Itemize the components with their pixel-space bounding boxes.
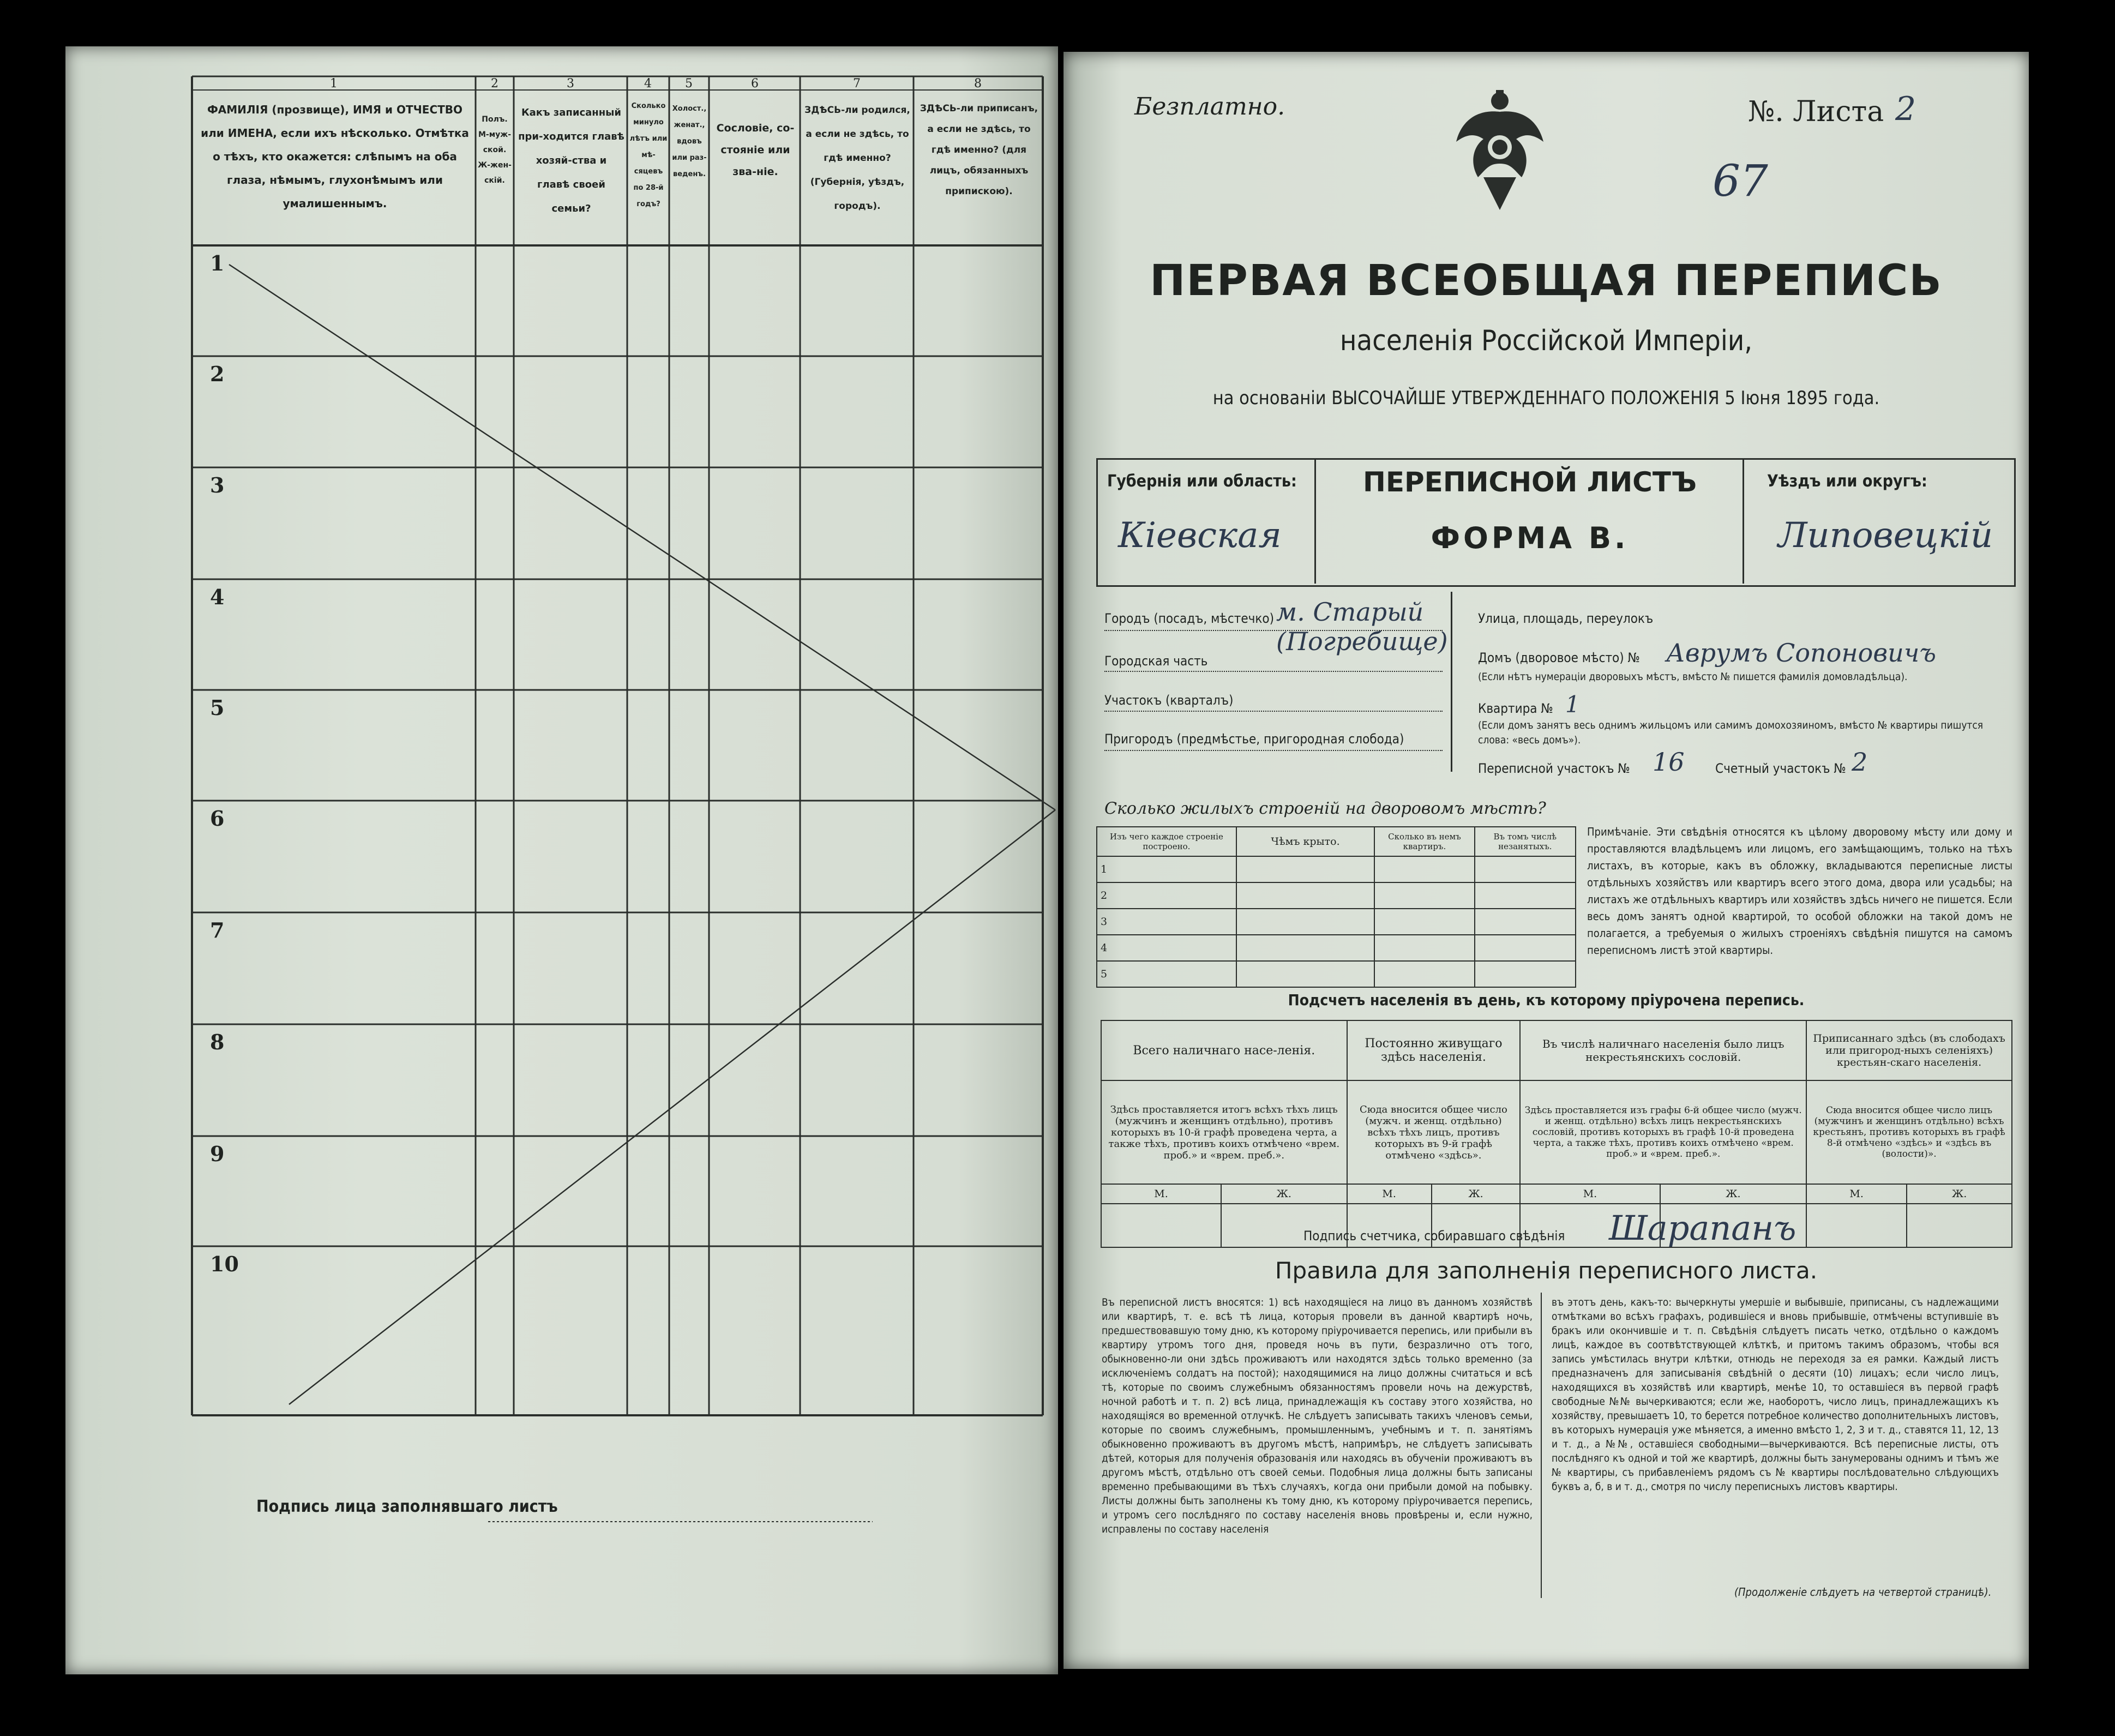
row-number-5: 5: [210, 695, 225, 720]
perep-label: Переписной участокъ №: [1478, 761, 1630, 776]
col-number-4: 4: [644, 77, 652, 91]
prigorod-label: Пригородъ (предмѣстье, пригородная слобода): [1104, 731, 1404, 747]
town-label: Городъ (посадъ, мѣстечко): [1104, 611, 1275, 626]
count-f-4: Ж.: [1907, 1184, 2012, 1204]
left-page: [65, 46, 1058, 1674]
rules-title: Правила для заполненія переписного листа.: [1275, 1257, 1818, 1284]
header-col-2: Полъ. М-муж-ской. Ж-жен-скій.: [478, 115, 512, 185]
count-head-total: Всего наличнаго насе-ленія.: [1101, 1020, 1347, 1080]
bt-row-1: 1: [1097, 856, 1236, 882]
gubernia-value: Кіевская: [1118, 515, 1282, 556]
counter-signature-value: Шарапанъ: [1609, 1208, 1796, 1248]
count-m-1: М.: [1101, 1184, 1221, 1204]
gubernia-label: Губернія или область:: [1107, 472, 1297, 491]
col-number-7: 7: [853, 77, 861, 91]
col-number-1: 1: [330, 77, 338, 91]
dom-note: (Если нѣтъ нумераціи дворовыхъ мѣстъ, вмѣсто № пишется фамилія домовладѣльца).: [1478, 671, 1908, 683]
row-number-10: 10: [210, 1252, 239, 1276]
schet-value: 2: [1852, 747, 1868, 777]
row-number-4: 4: [210, 585, 225, 609]
row-number-8: 8: [210, 1030, 225, 1054]
bt-header-apartments: Сколько въ немъ квартиръ.: [1374, 827, 1474, 856]
dom-label: Домъ (дворовое мѣсто) №: [1478, 650, 1640, 665]
count-m-4: М.: [1806, 1184, 1907, 1204]
sheet-number-extra: 67: [1713, 155, 1768, 206]
town-value: м. Старый (Погребище): [1276, 597, 1448, 656]
header-col-7: ЗДѢСЬ-ли родился, а если не здѣсь, то гдѣ именно? (Губернія, уѣздъ, городъ).: [804, 105, 910, 212]
form-name: ФОРМА В.: [1431, 521, 1629, 555]
note-text: Примѣчаніе. Эти свѣдѣнія относятся къ цѣлому дворовому мѣсту или дому и проставляются владѣльцемъ или лицомъ, его замѣщающимъ, только на тѣхъ листахъ, въ которые, какъ въ обложку, вкладываются переписные листы отдѣльныхъ хозяйствъ или квартиръ всего этого дома, двора или усадьбы; на листахъ же отдѣльныхъ квартиръ или хозяйствъ здѣсь ничего не пишется. Если весь домъ занятъ одной квартирой, то особой обложки на такой домъ не полагается, а требуемыя о жилыхъ строеніяхъ свѣдѣнія пишутся на самомъ переписномъ листѣ этой квартиры.: [1587, 825, 2012, 957]
row-number-7: 7: [210, 918, 225, 942]
left-grid: [65, 46, 1058, 1674]
street-label: Улица, площадь, переулокъ: [1478, 611, 1654, 626]
bt-row-5: 5: [1097, 961, 1236, 987]
count-desc-peasant: Сюда вносится общее число лицъ (мужчинъ и женщинъ отдѣльно) всѣхъ крестьянъ, противъ которыхъ въ графѣ 8-й отмѣчено «здѣсь» и «здѣсь въ (волости)».: [1806, 1080, 2012, 1184]
count-desc-nonpeasant: Здѣсь проставляется изъ графы 6-й общее число (мужч. и женщ. отдѣльно) всѣхъ лицъ некрестьянскихъ сословій, противъ которыхъ въ графѣ 10-й проведена черта, а также тѣхъ, противъ коихъ отмѣчено «врем. проб.» и «врем. преб.».: [1520, 1080, 1806, 1184]
count-desc-permanent: Сюда вносится общее число (мужч. и женщ. отдѣльно) всѣхъ тѣхъ лицъ, противъ которыхъ въ 9-й графѣ отмѣчено «здѣсь».: [1347, 1080, 1521, 1184]
buildings-table: [1096, 826, 1576, 988]
perep-value: 16: [1653, 747, 1685, 777]
header-col-6: Сословіе, со-стояніе или зва-ніе.: [716, 122, 795, 178]
count-f-2: Ж.: [1432, 1184, 1521, 1204]
count-f-1: Ж.: [1221, 1184, 1347, 1204]
count-title: Подсчетъ населенія въ день, къ которому пріурочена перепись.: [1288, 991, 1805, 1009]
rules-continued: (Продолженіе слѣдуетъ на четвертой страницѣ).: [1734, 1585, 1992, 1599]
signature-label: Подпись лица заполнявшаго листъ: [256, 1497, 558, 1516]
count-m-3: М.: [1520, 1184, 1660, 1204]
col-number-2: 2: [491, 77, 498, 91]
count-head-peasant: Приписаннаго здѣсь (въ слободахъ или пригород-ныхъ селеніяхъ) крестьян-скаго населенія.: [1806, 1020, 2012, 1080]
right-page: [1063, 52, 2029, 1669]
count-table: [1101, 1020, 2012, 1248]
basis-line: на основаніи ВЫСОЧАЙШЕ УТВЕРЖДЕННАГО ПОЛОЖЕНІЯ 5 Іюня 1895 года.: [1212, 387, 1880, 409]
row-number-3: 3: [210, 473, 225, 497]
count-head-permanent: Постоянно живущаго здѣсь населенія.: [1347, 1020, 1521, 1080]
rules-right-text: въ этотъ день, какъ-то: вычеркнуты умершіе и выбывшіе, приписаны, съ надлежащими отмѣтками во всѣхъ графахъ, родившіеся и вновь прибывшіе, отмѣчены вступившіе въ бракъ или окончившіе и т. п. Свѣдѣнія слѣдуетъ писать четко, отдѣльно о каждомъ лицѣ, каждое въ соотвѣтствующей клѣткѣ, и притомъ такимъ образомъ, чтобы вся запись умѣстилась внутри клѣтки, отнюдь не переходя за ея рамки. Каждый листъ предназначенъ для записыванія свѣдѣній о десяти (10) лицахъ; если число лицъ, находящихся въ хозяйствѣ или квартирѣ, менѣе 10, то оставшіеся въ первой графѣ свободные №№ вычеркиваются; если же, наоборотъ, число лицъ, принадлежащихъ къ хозяйству, превышаетъ 10, то берется потребное количество дополнительныхъ листовъ, въ которыхъ нумерація уже мѣняется, а именно вмѣсто 1, 2, 3 и т. д., ставятся 11, 12, 13 и т. д., а №№, оставшіеся свободными—вычеркиваются. Всѣ переписные листы, отъ послѣдняго къ одной и той же квартирѣ, должны быть занумерованы однимъ и тѣмъ же № квартиры, съ прибавленіемъ рядомъ съ № квартиры послѣдовательно слѣдующихъ буквъ а, б, в и т. д., смотря по числу переписныхъ листовъ квартиры.: [1552, 1296, 1999, 1493]
page-title: ПЕРВАЯ ВСЕОБЩАЯ ПЕРЕПИСЬ: [1150, 256, 1943, 305]
sheet-number-value: 2: [1895, 90, 1916, 128]
count-desc-total: Здѣсь проставляется итогъ всѣхъ тѣхъ лицъ (мужчинъ и женщинъ отдѣльно), противъ которыхъ въ 10-й графѣ проведена черта, а также тѣхъ, противъ коихъ отмѣчено «врем. проб.» и «врем. преб.».: [1101, 1080, 1347, 1184]
rules-left-text: Въ переписной листъ вносятся: 1) всѣ находящіеся на лицо въ данномъ хозяйствѣ или квартирѣ, т. е. всѣ тѣ лица, которыя провели въ данной квартирѣ ночь, предшествовавшую тому дню, къ которому пріурочивается перепись, или прибыли въ квартиру утромъ того дня, проведя ночь въ пути, безразлично отъ того, обыкновенно-ли они здѣсь проживаютъ или находятся здѣсь только временно (за исключеніемъ солдатъ на постой); находящимися на лицо должны считаться и всѣ тѣ, которые по своимъ служебнымъ обязанностямъ провели ночь на дежурствѣ, ночной работѣ и т. п. 2) всѣ лица, принадлежащія къ составу этого хозяйства, но находящіяся во временной отлучкѣ. Не слѣдуетъ записывать такихъ членовъ семьи, которые по своимъ служебнымъ, промышленнымъ, учебнымъ и т. п. занятіямъ обыкновенно проживаютъ въ другомъ мѣстѣ, напримѣръ, не слѣдуетъ записывать дѣтей, которыя для полученія образованія или находясь въ обученіи проживаютъ въ другомъ мѣстѣ, отдѣльно отъ своей семьи. Подобныя лица должны быть записаны временно пребывающими въ тѣхъ случаяхъ, когда они прибыли домой на побывку. Листы должны быть заполнены къ тому дню, къ которому пріурочивается перепись, и утромъ сего послѣдняго по составу населенія вновь провѣрены и, если нужно, исправлены по составу населенія: [1102, 1296, 1533, 1535]
header-col-4: Сколько минуло лѣтъ или мѣ-сяцевъ по 28-й годъ?: [629, 102, 668, 208]
form-title: ПЕРЕПИСНОЙ ЛИСТЪ: [1363, 466, 1697, 498]
header-col-3: Какъ записанный при-ходится главѣ хозяй-ства и главѣ своей семьи?: [518, 107, 624, 214]
bt-header-vacant: Въ томъ числѣ незанятыхъ.: [1475, 827, 1576, 856]
header-col-8: ЗДѢСЬ-ли приписанъ, а если не здѣсь, то гдѣ именно? (для лицъ, обязанныхъ припискою).: [920, 103, 1038, 197]
count-head-nonpeasant: Въ числѣ наличнаго населенія было лицъ некрестьянскихъ сословій.: [1520, 1020, 1806, 1080]
sheet-number-label: №. Листа: [1748, 95, 1884, 128]
bt-row-3: 3: [1097, 909, 1236, 935]
kv-note: (Если домъ занятъ весь однимъ жильцомъ или самимъ домохозяиномъ, вмѣсто № квартиры пишутся слова: «весь домъ»).: [1478, 719, 1984, 746]
header-col-1: ФАМИЛІЯ (прозвище), ИМЯ и ОТЧЕСТВО или ИМЕНА, если ихъ нѣсколько. Отмѣтка о тѣхъ, кто окажется: слѣпымъ на оба глаза, нѣмымъ, глухонѣмымъ или умалишеннымъ.: [201, 103, 469, 210]
page-subtitle: населенія Россійской Имперіи,: [1339, 325, 1753, 357]
row-number-2: 2: [210, 362, 225, 386]
kv-label: Квартира №: [1478, 701, 1553, 716]
row-number-6: 6: [210, 806, 225, 831]
bt-header-material: Изъ чего каждое строеніе построено.: [1097, 827, 1236, 856]
dom-value: Аврумъ Сопоновичъ: [1666, 638, 1937, 668]
town-part-label: Городская часть: [1104, 653, 1208, 669]
counter-signature-label: Подпись счетчика, собиравшаго свѣдѣнія: [1303, 1228, 1565, 1244]
buildings-question: Сколько жилыхъ строеній на дворовомъ мѣстѣ?: [1104, 799, 1546, 818]
header-col-5: Холост., женат., вдовъ или раз-веденъ.: [672, 105, 707, 178]
free-label: Безплатно.: [1134, 93, 1285, 121]
col-number-6: 6: [751, 77, 759, 91]
col-number-8: 8: [974, 77, 982, 91]
uchastok-label: Участокъ (кварталъ): [1104, 693, 1234, 708]
uezd-label: Уѣздъ или округъ:: [1767, 472, 1927, 491]
double-headed-eagle-icon: [1445, 87, 1554, 213]
bt-header-roof: Чѣмъ крыто.: [1236, 827, 1375, 856]
uezd-value: Липовецкій: [1778, 515, 1993, 556]
col-number-5: 5: [685, 77, 693, 91]
bt-row-4: 4: [1097, 935, 1236, 961]
kv-value: 1: [1565, 691, 1580, 718]
col-number-3: 3: [567, 77, 574, 91]
count-m-2: М.: [1347, 1184, 1432, 1204]
row-number-1: 1: [210, 251, 225, 275]
count-f-3: Ж.: [1660, 1184, 1807, 1204]
bt-row-2: 2: [1097, 882, 1236, 909]
row-number-9: 9: [210, 1142, 225, 1166]
schet-label: Счетный участокъ №: [1715, 761, 1846, 776]
